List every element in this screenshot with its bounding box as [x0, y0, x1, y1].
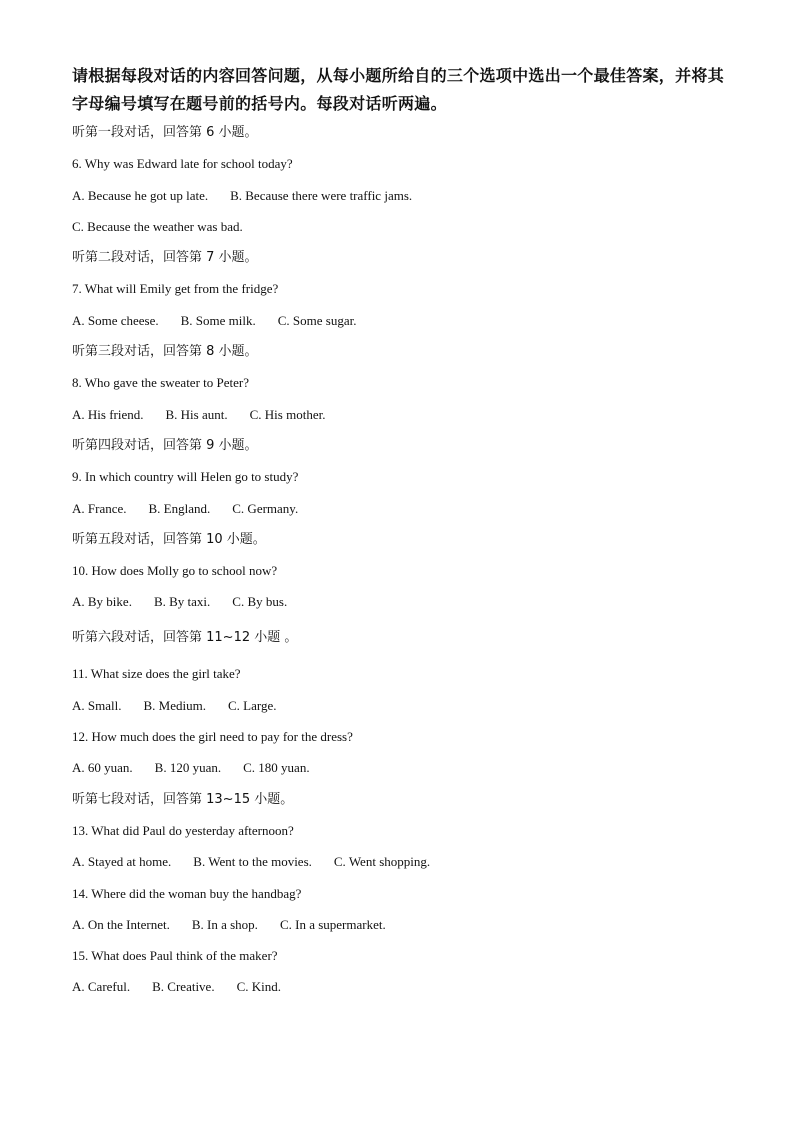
answer-option: C. His mother.: [249, 406, 326, 422]
answer-option: A. Stayed at home.: [72, 854, 172, 870]
section-heading: 听第一段对话，回答第 6 小题。: [72, 125, 258, 140]
answer-option: A. By bike.: [72, 594, 132, 610]
section-heading: 听第七段对话，回答第 13~15 小题。: [72, 791, 294, 807]
answer-option: B. Went to the movies.: [193, 854, 312, 870]
answer-option: A. His friend.: [72, 406, 144, 422]
section-heading: 听第六段对话，回答第 11~12 小题 。: [72, 630, 298, 646]
section-heading: 听第四段对话，回答第 9 小题。: [72, 437, 258, 453]
answer-option: C. By bus.: [232, 594, 288, 610]
answer-option: C. Kind.: [236, 979, 282, 995]
answer-options: [72, 759, 724, 777]
answer-option: B. Medium.: [143, 697, 206, 713]
answer-option: B. Because there were traffic jams.: [230, 187, 413, 203]
answer-option: B. Some milk.: [180, 312, 256, 328]
answer-option: B. 120 yuan.: [154, 760, 222, 776]
answer-option: A. France.: [72, 500, 127, 516]
answer-option: C. Went shopping.: [333, 854, 431, 870]
answer-option: A. Some cheese.: [72, 312, 159, 328]
answer-option: A. 60 yuan.: [72, 760, 133, 776]
answer-option: B. Creative.: [152, 979, 215, 995]
question-list: [72, 124, 724, 996]
answer-options: [72, 853, 724, 871]
question-text: 9. In which country will Helen go to study?: [72, 469, 299, 485]
answer-option: C. Large.: [227, 697, 277, 713]
question-text: 6. Why was Edward late for school today?: [72, 156, 293, 172]
answer-option: C. Germany.: [232, 500, 299, 516]
question-text: 7. What will Emily get from the fridge?: [72, 281, 279, 297]
answer-options: [72, 697, 724, 715]
question-text: 12. How much does the girl need to pay for the dress?: [72, 729, 353, 745]
answer-option: C. In a supermarket.: [279, 916, 386, 932]
answer-options: [72, 187, 724, 205]
answer-option: A. Careful.: [72, 979, 131, 995]
answer-option: B. In a shop.: [191, 916, 258, 932]
answer-options: [72, 916, 724, 934]
answer-options: [72, 406, 724, 424]
answer-options: [72, 312, 724, 330]
answer-options: [72, 218, 724, 236]
question-text: 8. Who gave the sweater to Peter?: [72, 375, 249, 391]
answer-option: B. England.: [148, 500, 211, 516]
answer-option: C. Because the weather was bad.: [72, 218, 243, 234]
answer-option: A. Because he got up late.: [72, 187, 209, 203]
question-text: 14. Where did the woman buy the handbag?: [72, 885, 302, 901]
answer-options: [72, 978, 724, 996]
question-text: 10. How does Molly go to school now?: [72, 563, 278, 579]
section-heading: 听第五段对话，回答第 10 小题。: [72, 531, 266, 547]
question-text: 13. What did Paul do yesterday afternoon?: [72, 822, 294, 838]
answer-option: B. By taxi.: [153, 594, 211, 610]
answer-options: [72, 500, 724, 518]
instructions-text: 请根据每段对话的内容回答问题，从每小题所给自的三个选项中选出一个最佳答案，并将其字母编号填写在题号前的括号内。每段对话听两遍。: [72, 66, 725, 113]
answer-option: C. 180 yuan.: [243, 760, 310, 776]
question-text: 11. What size does the girl take?: [72, 666, 241, 682]
question-text: 15. What does Paul think of the maker?: [72, 948, 278, 964]
answer-options: [72, 593, 724, 611]
answer-option: C. Some sugar.: [277, 312, 357, 328]
section-heading: 听第二段对话，回答第 7 小题。: [72, 250, 258, 266]
document-page: [72, 62, 724, 1010]
answer-option: A. Small.: [72, 697, 122, 713]
section-heading: 听第三段对话，回答第 8 小题。: [72, 344, 258, 360]
answer-option: A. On the Internet.: [72, 916, 170, 932]
answer-option: B. His aunt.: [165, 406, 228, 422]
